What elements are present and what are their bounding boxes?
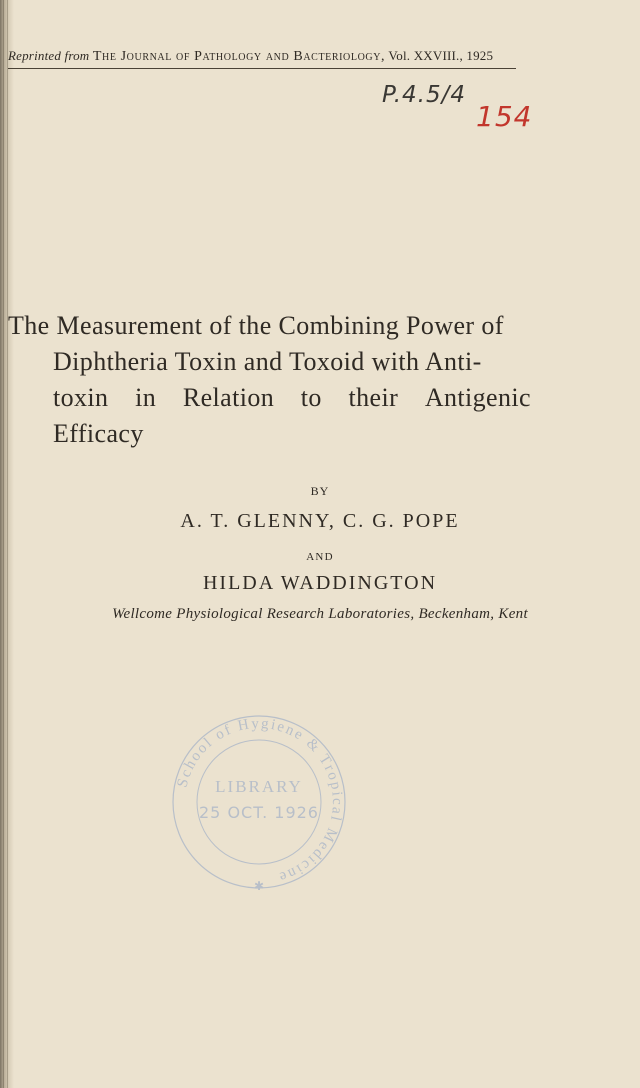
title-word: their (348, 383, 399, 412)
by-label: BY (310, 484, 330, 498)
journal-name: The Journal of Pathology and Bacteriology, (92, 49, 386, 64)
stamp-star-icon: ✱ (253, 879, 265, 892)
title-word: Antigenic (424, 383, 531, 412)
authors: A. T. GLENNY, C. G. POPE (180, 510, 460, 532)
header-rule (8, 68, 516, 69)
stamp-inner-ring (197, 740, 321, 864)
pencil-shelfmark: P.4.5/4 (382, 82, 466, 108)
title-word: to (300, 383, 322, 412)
journal-volume: Vol. XXVIII., 1925 (388, 48, 494, 63)
article-title (8, 308, 531, 452)
affiliation: Wellcome Physiological Research Laboratories, Beckenham, Kent (112, 606, 528, 622)
title-word: toxin (53, 383, 109, 412)
title-word: in (135, 383, 157, 412)
title-word: Relation (182, 383, 275, 412)
library-stamp (168, 712, 350, 892)
stamp-label: LIBRARY (215, 777, 303, 796)
red-shelfmark: 154 (476, 100, 533, 133)
title-line-3 (8, 380, 531, 416)
third-author: HILDA WADDINGTON (202, 572, 438, 594)
reprint-header (8, 48, 548, 65)
title-line-2: Diphtheria Toxin and Toxoid with Anti- (53, 347, 482, 376)
binding-line (7, 0, 8, 1088)
title-line-1: The Measurement of the Combining Power of (8, 311, 504, 340)
stamp-date: 25 OCT. 1926 (199, 803, 319, 822)
stamp-ring-text: School of Hygiene & Tropical Medicine (174, 715, 346, 886)
binding-line (3, 0, 4, 1088)
title-line-4: Efficacy (53, 419, 144, 448)
reprint-label: Reprinted from (8, 48, 90, 63)
and-label: AND (306, 551, 334, 563)
